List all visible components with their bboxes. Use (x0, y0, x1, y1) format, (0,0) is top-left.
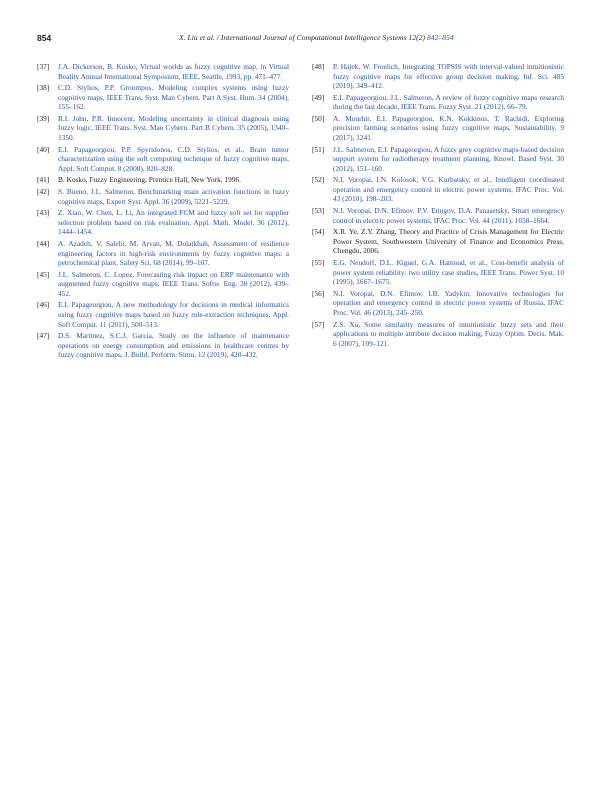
reference-link[interactable]: E.I. Papageorgiou, A new methodology for decisions in medical informatics using fuzzy cognitive maps based on fuzzy rule-extraction techniques, Appl. Soft Comput. 11 (2011), 500–513. (58, 300, 289, 329)
reference-link[interactable]: P. Hajek, W. Froelich, Integrating TOPSIS with interval-valued intuitionistic fuzzy cognitive maps for effective group decision making, Inf. Sci. 485 (2019), 349–412. (333, 62, 564, 91)
reference-link[interactable]: S. Bueno, J.L. Salmeron, Benchmarking main activation functions in fuzzy cognitive maps, Expert Syst. Appl. 36 (2009), 5221–5229. (58, 187, 289, 206)
reference-number: [44] (37, 238, 50, 248)
reference-number: [45] (37, 269, 50, 279)
reference-item[interactable] (312, 258, 564, 287)
references-left-column (37, 62, 289, 362)
reference-number: [42] (37, 187, 50, 197)
reference-number: [54] (312, 227, 325, 237)
reference-link[interactable]: N.I. Voropai, I.N. Kolosok, V.G. Kurbatsky, et al., Intelligent coordinated operation and emergency control in electric power systems, IFAC Proc. Vol. 43 (2010), 198–203. (333, 175, 564, 204)
reference-number: [39] (37, 113, 50, 123)
reference-link[interactable]: J.L. Salmeron, E.I. Papageorgiou, A fuzzy grey cognitive maps-based decision support system for radiotherapy treatment planning, Knowl. Based Syst. 30 (2012), 151–160. (333, 144, 564, 173)
reference-link[interactable]: J.A. Dickerson, B. Kosko, Virtual worlds as fuzzy cognitive map, in Virtual Reality Annual International Symposium, IEEE, Seattle, 1993, pp. 471–477. (58, 62, 289, 81)
references-right-column (312, 62, 564, 350)
reference-number: [53] (312, 206, 325, 216)
reference-item[interactable] (312, 206, 564, 225)
reference-link[interactable]: D.S. Martinez, S.C.J. Garcia, Study on the influence of maintenance operations on energy consumption and emissions in healthcare centres by fuzzy cognitive maps, J. Build. Perform. Simu. 12 (2019), 420–432. (58, 331, 289, 360)
reference-number: [49] (312, 92, 325, 102)
reference-text: B. Kosko, Fuzzy Engineering, Prentice Hall, New York, 1996. (58, 175, 241, 185)
reference-number: [46] (37, 300, 50, 310)
reference-link[interactable]: J.L. Salmeron, C. Lopez, Forecasting risk impact on ERP maintenance with augmented fuzzy cognitive maps, IEEE Trans. Softw. Eng. 38 (2012), 439–452. (58, 269, 289, 298)
reference-item[interactable] (312, 114, 564, 143)
reference-item (37, 175, 289, 185)
reference-item (312, 227, 564, 256)
page-header (37, 33, 563, 47)
reference-number: [43] (37, 208, 50, 218)
reference-link[interactable]: Z.S. Xu, Some similarity measures of intuitionistic fuzzy sets and their applications to multiple attribute decision making, Fuzzy Optim. Decis. Mak. 6 (2007), 109–121. (333, 319, 564, 348)
reference-number: [47] (37, 331, 50, 341)
reference-item[interactable] (312, 320, 564, 349)
reference-number: [52] (312, 175, 325, 185)
page-number: 854 (37, 33, 52, 43)
reference-number: [40] (37, 144, 50, 154)
reference-number: [41] (37, 175, 50, 185)
reference-item[interactable] (37, 114, 289, 143)
reference-item[interactable] (312, 289, 564, 318)
reference-number: [55] (312, 258, 325, 268)
reference-link[interactable]: N.I. Voropai, D.N. Efimov, P.V. Etingov, D.A. Panasetsky, Smart emergency control in electric power systems, IFAC Proc. Vol. 44 (2011), 1658–1664. (333, 206, 564, 225)
reference-item[interactable] (37, 208, 289, 237)
reference-number: [37] (37, 62, 50, 71)
reference-item[interactable] (37, 300, 289, 329)
reference-link[interactable]: R.I. John, P.R. Innocent, Modeling uncertainty in clinical diagnosis using fuzzy logic, IEEE Trans. Syst. Man Cybern. Part B Cybern. 35 (2005), 1340–1350. (58, 113, 289, 143)
reference-item[interactable] (312, 93, 564, 112)
reference-item[interactable] (37, 187, 289, 206)
reference-item[interactable] (37, 331, 289, 360)
reference-item[interactable] (37, 270, 289, 299)
reference-item[interactable] (312, 175, 564, 204)
reference-link[interactable]: A. Azadeh, V. Salehi, M. Arvan, M. Dolatkhah, Assessment of resilience engineering factors in high-risk environments by fuzzy cognitive maps: a petrochemical plant, Safety Sci. 68 (2014), 99–107. (58, 238, 289, 268)
reference-item[interactable] (312, 62, 564, 91)
reference-item[interactable] (37, 62, 289, 81)
reference-item[interactable] (312, 145, 564, 174)
reference-item[interactable] (37, 239, 289, 268)
reference-link[interactable]: E.I. Papageorgiou, J.L. Salmeron, A review of fuzzy cognitive maps research during the last decade, IEEE Trans. Fuzzy Syst. 21 (2012), 66–79. (333, 92, 564, 112)
reference-link[interactable]: Z. Xiao, W. Chen, L. Li, An integrated FCM and fuzzy soft set for supplier selection problem based on risk evaluation, Appl. Math. Model. 36 (2012), 1444–1454. (58, 208, 289, 237)
reference-link[interactable]: E.I. Papageorgiou, P.P. Spyridonos, C.D. Stylios, et al., Brain tumor characterization using the soft computing technique of fuzzy cognitive maps, Appl. Soft Comput. 8 (2008), 820–828. (58, 144, 289, 173)
reference-number: [56] (312, 288, 325, 298)
reference-number: [48] (312, 62, 325, 71)
reference-text: X.R. Ye, Z.Y. Zhang, Theory and Practice of Crisis Management for Electric Power System, Southwestern University of Finance and Economics Press, Chengdu, 2006. (333, 227, 564, 256)
reference-link[interactable]: C.D. Stylios, P.P. Groumpos, Modeling complex systems using fuzzy cognitive maps, IEEE Trans. Syst. Man Cybern. Part A Syst. Hum. 34 (2004), 155–162. (58, 83, 289, 112)
running-head-pages-link[interactable]: 842–854 (426, 33, 454, 42)
reference-number: [51] (312, 144, 325, 154)
reference-number: [50] (312, 113, 325, 123)
reference-link[interactable]: E.G. Neudorf, D.L. Kiguel, G.A. Hamoud, et al., Cost-benefit analysis of power system reliability: two utility case studies, IEEE Trans. Power Syst. 10 (1995), 1667–1675. (333, 258, 564, 287)
reference-number: [38] (37, 83, 50, 93)
reference-item[interactable] (37, 145, 289, 174)
reference-item[interactable] (37, 83, 289, 112)
running-head (179, 33, 454, 42)
reference-link[interactable]: N.I. Voropai, D.N. Efimov, I.B. Yadykin, Innovative technologies for operation and emergency control in electric power systems of Russia, IFAC Proc. Vol. 46 (2013), 245–250. (333, 288, 564, 317)
reference-link[interactable]: A. Mourhir, E.I. Papageorgiou, K.N. Kokkinos, T. Rachidi, Exploring precision farming scenarios using fuzzy cognitive maps, Sustainability. 9 (2017), 1241. (333, 113, 564, 143)
running-head-text: X. Liu et al. / International Journal of Computational Intelligence Systems 12(2) (179, 33, 427, 42)
reference-number: [57] (312, 319, 325, 329)
